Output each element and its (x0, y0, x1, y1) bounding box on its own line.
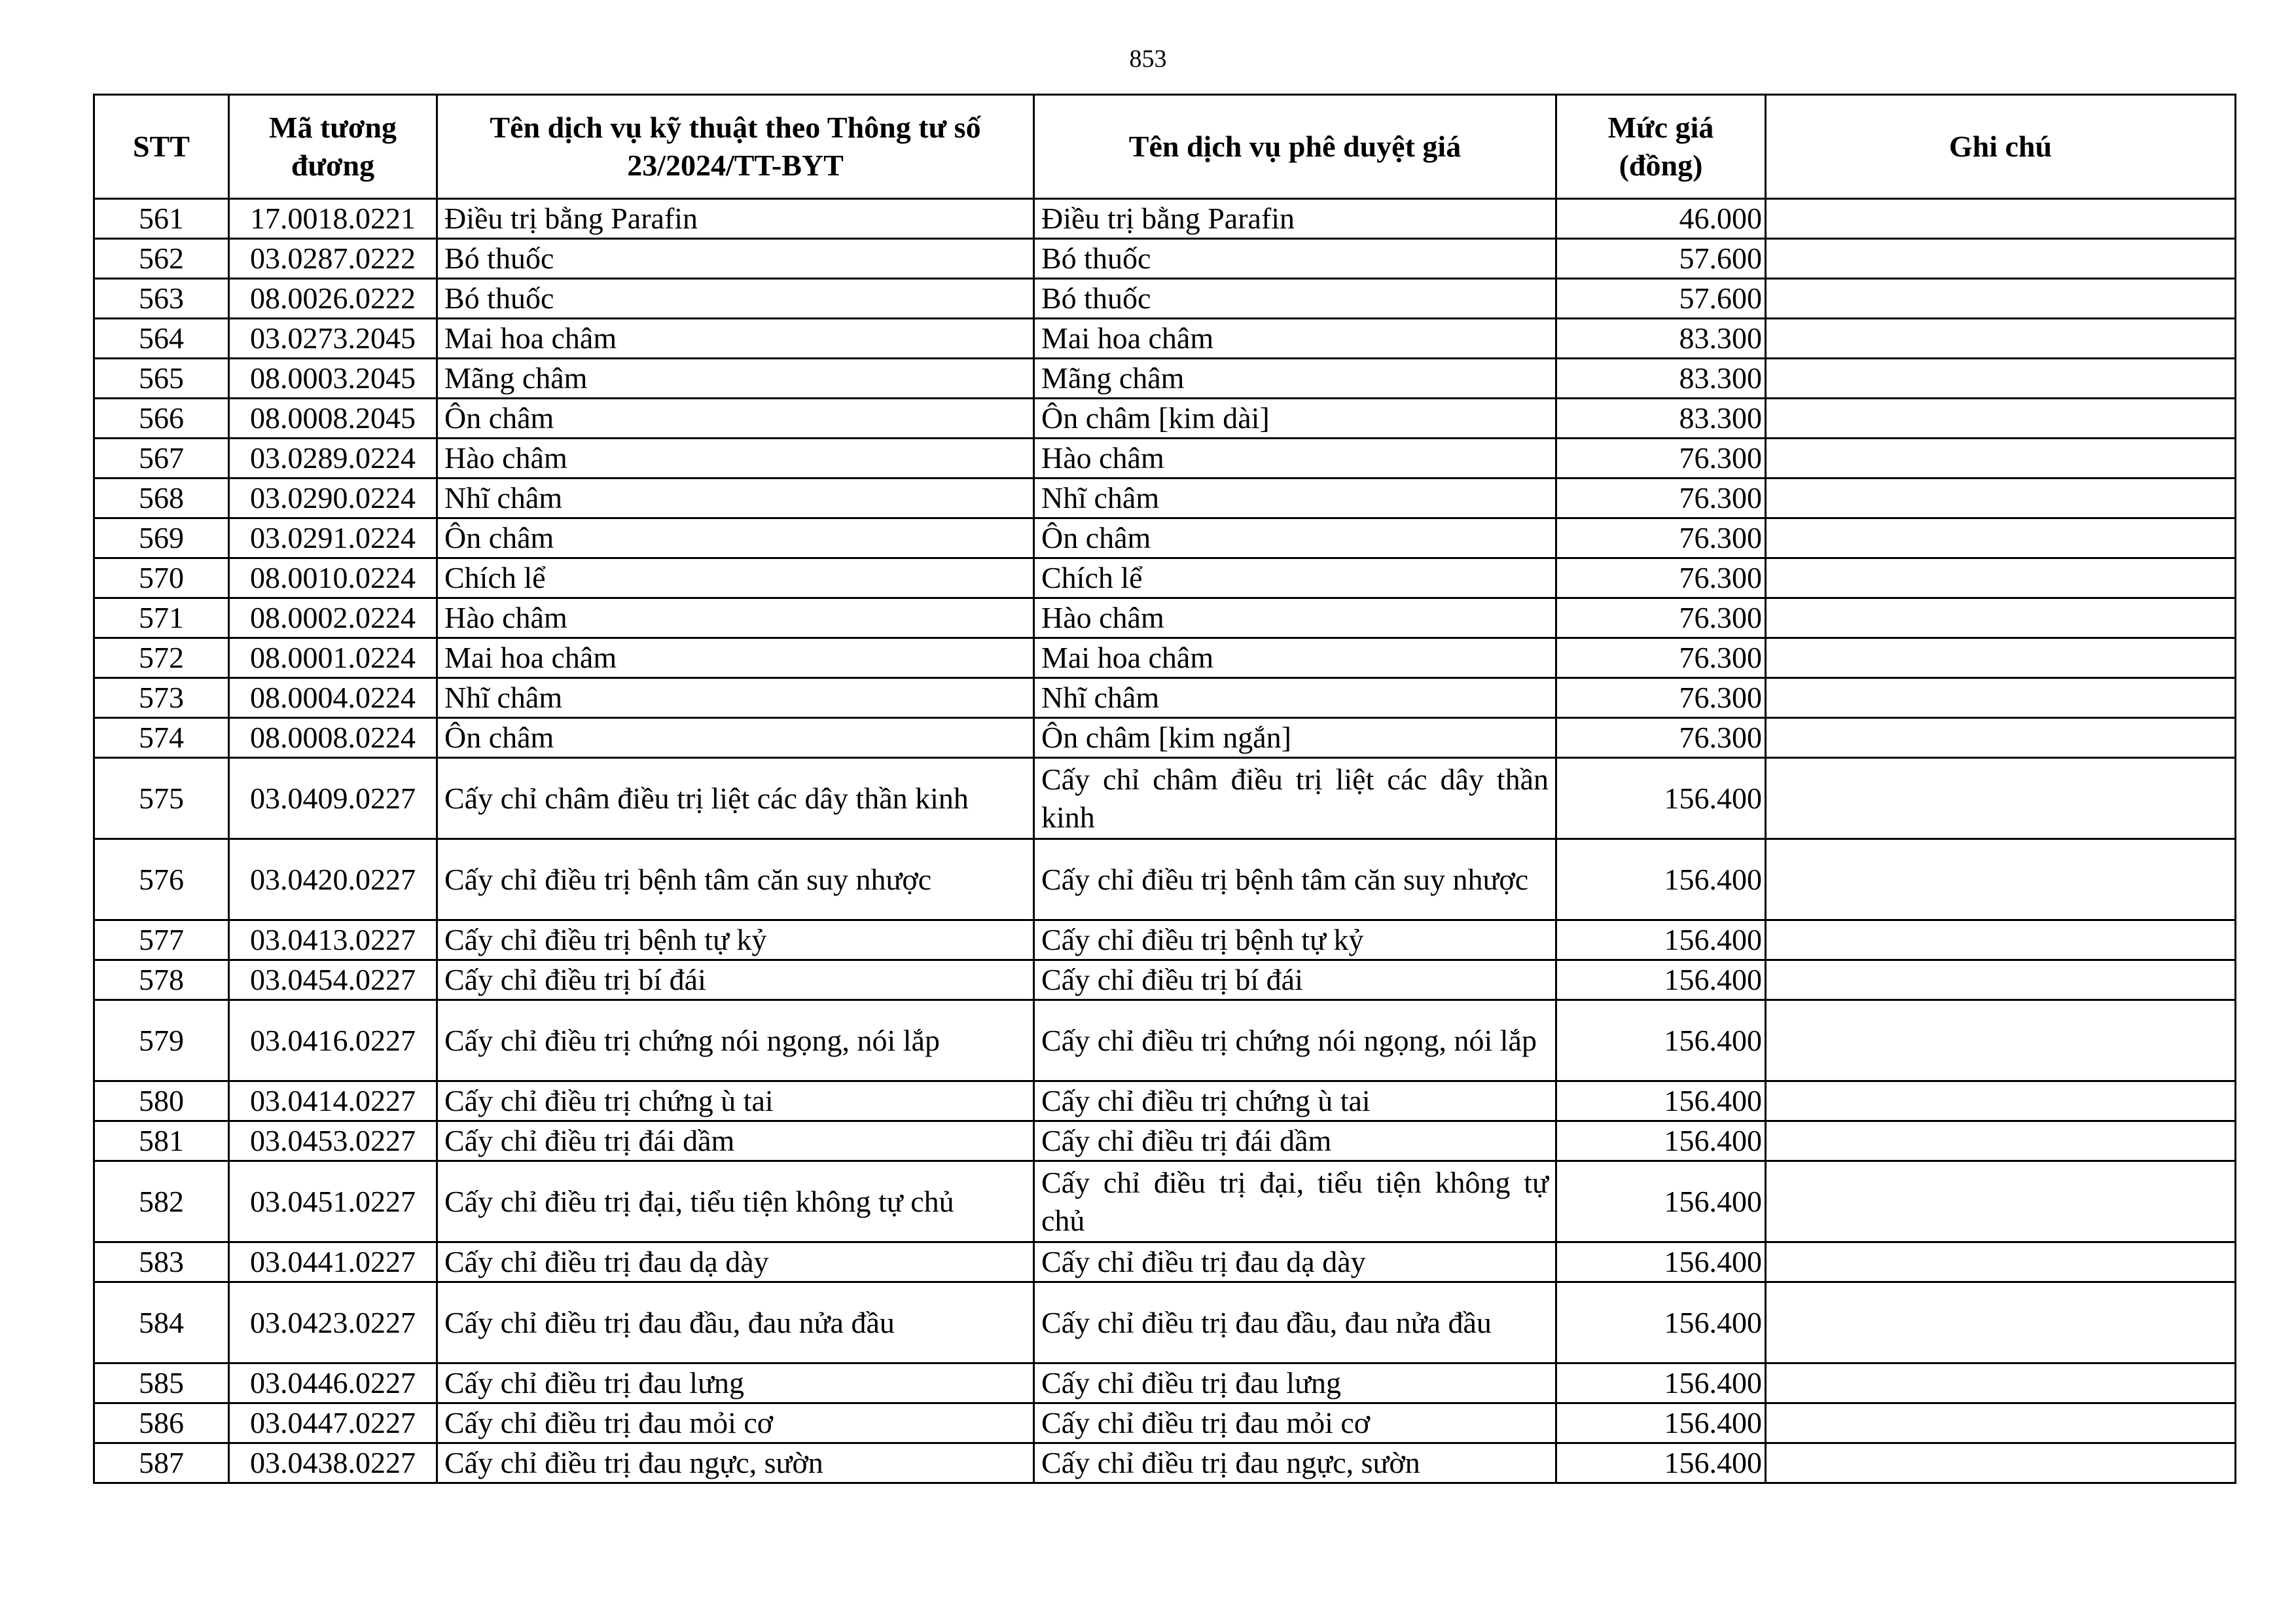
cell-price: 76.300 (1556, 439, 1766, 478)
header-approved-name: Tên dịch vụ phê duyệt giá (1034, 95, 1556, 199)
cell-stt: 564 (94, 319, 229, 359)
cell-stt: 563 (94, 279, 229, 319)
table-row (94, 598, 2236, 638)
cell-approved-name: Cấy chỉ điều trị đau đầu, đau nửa đầu (1034, 1282, 1556, 1363)
cell-name: Cấy chỉ điều trị đái dầm (437, 1121, 1034, 1161)
cell-stt: 574 (94, 718, 229, 758)
cell-code: 03.0291.0224 (229, 518, 437, 558)
cell-note (1766, 558, 2236, 598)
cell-code: 08.0026.0222 (229, 279, 437, 319)
cell-stt: 586 (94, 1403, 229, 1443)
cell-price: 76.300 (1556, 718, 1766, 758)
cell-approved-name: Bó thuốc (1034, 279, 1556, 319)
cell-name: Cấy chỉ điều trị đau ngực, sườn (437, 1443, 1034, 1483)
cell-stt: 566 (94, 399, 229, 439)
cell-name: Cấy chỉ điều trị chứng nói ngọng, nói lắp (437, 1000, 1034, 1081)
cell-code: 03.0438.0227 (229, 1443, 437, 1483)
header-price: Mức giá (đồng) (1556, 95, 1766, 199)
cell-note (1766, 1000, 2236, 1081)
cell-code: 03.0453.0227 (229, 1121, 437, 1161)
header-name: Tên dịch vụ kỹ thuật theo Thông tư số 23/2024/TT-BYT (437, 95, 1034, 199)
cell-stt: 561 (94, 199, 229, 239)
cell-approved-name: Cấy chỉ điều trị chứng nói ngọng, nói lắp (1034, 1000, 1556, 1081)
table-row (94, 239, 2236, 279)
table-row (94, 638, 2236, 678)
cell-code: 08.0003.2045 (229, 359, 437, 399)
table-row (94, 399, 2236, 439)
cell-stt: 580 (94, 1081, 229, 1121)
cell-note (1766, 678, 2236, 718)
cell-code: 03.0414.0227 (229, 1081, 437, 1121)
cell-price: 83.300 (1556, 359, 1766, 399)
cell-price: 83.300 (1556, 399, 1766, 439)
table-row (94, 1282, 2236, 1363)
cell-price: 76.300 (1556, 638, 1766, 678)
cell-note (1766, 518, 2236, 558)
cell-approved-name: Cấy chỉ điều trị chứng ù tai (1034, 1081, 1556, 1121)
cell-stt: 576 (94, 839, 229, 920)
cell-approved-name: Điều trị bằng Parafin (1034, 199, 1556, 239)
cell-name: Cấy chỉ điều trị chứng ù tai (437, 1081, 1034, 1121)
table-row (94, 718, 2236, 758)
cell-name: Cấy chỉ điều trị đại, tiểu tiện không tự chủ (437, 1161, 1034, 1242)
cell-price: 156.400 (1556, 1443, 1766, 1483)
cell-stt: 571 (94, 598, 229, 638)
table-row (94, 319, 2236, 359)
cell-price: 76.300 (1556, 558, 1766, 598)
cell-note (1766, 319, 2236, 359)
cell-note (1766, 638, 2236, 678)
cell-code: 08.0008.2045 (229, 399, 437, 439)
header-stt: STT (94, 95, 229, 199)
cell-price: 156.400 (1556, 1081, 1766, 1121)
table-header (94, 95, 2236, 199)
cell-name: Bó thuốc (437, 279, 1034, 319)
cell-name: Cấy chỉ điều trị bí đái (437, 960, 1034, 1000)
table-row (94, 960, 2236, 1000)
cell-code: 03.0441.0227 (229, 1242, 437, 1282)
cell-code: 03.0273.2045 (229, 319, 437, 359)
table-row (94, 839, 2236, 920)
cell-price: 76.300 (1556, 598, 1766, 638)
cell-price: 76.300 (1556, 678, 1766, 718)
cell-approved-name: Chích lể (1034, 558, 1556, 598)
cell-stt: 570 (94, 558, 229, 598)
cell-name: Chích lể (437, 558, 1034, 598)
cell-stt: 582 (94, 1161, 229, 1242)
cell-price: 156.400 (1556, 1000, 1766, 1081)
cell-name: Ôn châm (437, 399, 1034, 439)
table-body (94, 199, 2236, 1483)
cell-price: 156.400 (1556, 1403, 1766, 1443)
cell-price: 83.300 (1556, 319, 1766, 359)
cell-code: 03.0446.0227 (229, 1363, 437, 1403)
table-row (94, 1363, 2236, 1403)
cell-stt: 578 (94, 960, 229, 1000)
cell-name: Hào châm (437, 598, 1034, 638)
cell-note (1766, 1443, 2236, 1483)
cell-note (1766, 1363, 2236, 1403)
cell-price: 57.600 (1556, 239, 1766, 279)
cell-stt: 568 (94, 478, 229, 518)
cell-note (1766, 199, 2236, 239)
cell-approved-name: Cấy chỉ điều trị đau dạ dày (1034, 1242, 1556, 1282)
table-row (94, 1000, 2236, 1081)
header-row (94, 95, 2236, 199)
cell-approved-name: Ôn châm [kim ngắn] (1034, 718, 1556, 758)
cell-stt: 585 (94, 1363, 229, 1403)
cell-note (1766, 1403, 2236, 1443)
header-code: Mã tương đương (229, 95, 437, 199)
cell-note (1766, 1282, 2236, 1363)
cell-approved-name: Ôn châm (1034, 518, 1556, 558)
cell-price: 76.300 (1556, 478, 1766, 518)
table-row (94, 1443, 2236, 1483)
header-note: Ghi chú (1766, 95, 2236, 199)
table-row (94, 439, 2236, 478)
cell-code: 08.0002.0224 (229, 598, 437, 638)
cell-code: 03.0423.0227 (229, 1282, 437, 1363)
cell-code: 03.0420.0227 (229, 839, 437, 920)
cell-name: Bó thuốc (437, 239, 1034, 279)
cell-stt: 584 (94, 1282, 229, 1363)
table-row (94, 920, 2236, 960)
cell-stt: 575 (94, 758, 229, 839)
table-row (94, 1242, 2236, 1282)
cell-approved-name: Mai hoa châm (1034, 319, 1556, 359)
cell-name: Mai hoa châm (437, 319, 1034, 359)
cell-approved-name: Ôn châm [kim dài] (1034, 399, 1556, 439)
cell-code: 08.0010.0224 (229, 558, 437, 598)
cell-note (1766, 478, 2236, 518)
cell-name: Cấy chỉ châm điều trị liệt các dây thần kinh (437, 758, 1034, 839)
cell-price: 57.600 (1556, 279, 1766, 319)
cell-note (1766, 439, 2236, 478)
cell-code: 08.0001.0224 (229, 638, 437, 678)
cell-approved-name: Bó thuốc (1034, 239, 1556, 279)
cell-name: Cấy chỉ điều trị bệnh tâm căn suy nhược (437, 839, 1034, 920)
cell-approved-name: Nhĩ châm (1034, 478, 1556, 518)
cell-note (1766, 839, 2236, 920)
cell-stt: 583 (94, 1242, 229, 1282)
table-row (94, 1121, 2236, 1161)
cell-price: 156.400 (1556, 1121, 1766, 1161)
cell-name: Cấy chỉ điều trị đau mỏi cơ (437, 1403, 1034, 1443)
cell-code: 03.0287.0222 (229, 239, 437, 279)
cell-note (1766, 598, 2236, 638)
cell-approved-name: Mãng châm (1034, 359, 1556, 399)
cell-note (1766, 960, 2236, 1000)
cell-name: Cấy chỉ điều trị bệnh tự kỷ (437, 920, 1034, 960)
cell-name: Mai hoa châm (437, 638, 1034, 678)
cell-code: 03.0451.0227 (229, 1161, 437, 1242)
price-table (93, 94, 2236, 1484)
cell-code: 03.0454.0227 (229, 960, 437, 1000)
cell-stt: 565 (94, 359, 229, 399)
table-row (94, 1403, 2236, 1443)
table-row (94, 518, 2236, 558)
cell-stt: 573 (94, 678, 229, 718)
cell-stt: 577 (94, 920, 229, 960)
cell-code: 03.0290.0224 (229, 478, 437, 518)
cell-code: 03.0416.0227 (229, 1000, 437, 1081)
cell-name: Nhĩ châm (437, 678, 1034, 718)
cell-code: 08.0004.0224 (229, 678, 437, 718)
cell-note (1766, 359, 2236, 399)
cell-code: 03.0413.0227 (229, 920, 437, 960)
table-row (94, 279, 2236, 319)
cell-name: Cấy chỉ điều trị đau dạ dày (437, 1242, 1034, 1282)
cell-note (1766, 1161, 2236, 1242)
cell-approved-name: Cấy chỉ điều trị đái dầm (1034, 1121, 1556, 1161)
cell-price: 156.400 (1556, 839, 1766, 920)
cell-price: 76.300 (1556, 518, 1766, 558)
table-row (94, 758, 2236, 839)
cell-price: 156.400 (1556, 960, 1766, 1000)
cell-price: 156.400 (1556, 1161, 1766, 1242)
table-row (94, 199, 2236, 239)
cell-stt: 579 (94, 1000, 229, 1081)
cell-code: 08.0008.0224 (229, 718, 437, 758)
cell-note (1766, 1242, 2236, 1282)
table-row (94, 1161, 2236, 1242)
cell-approved-name: Cấy chỉ điều trị đau mỏi cơ (1034, 1403, 1556, 1443)
cell-name: Hào châm (437, 439, 1034, 478)
cell-name: Mãng châm (437, 359, 1034, 399)
cell-approved-name: Mai hoa châm (1034, 638, 1556, 678)
cell-approved-name: Nhĩ châm (1034, 678, 1556, 718)
cell-note (1766, 718, 2236, 758)
cell-price: 156.400 (1556, 1363, 1766, 1403)
cell-approved-name: Cấy chỉ châm điều trị liệt các dây thần kinh (1034, 758, 1556, 839)
cell-code: 17.0018.0221 (229, 199, 437, 239)
cell-name: Ôn châm (437, 718, 1034, 758)
cell-price: 156.400 (1556, 1242, 1766, 1282)
cell-note (1766, 1081, 2236, 1121)
cell-price: 156.400 (1556, 758, 1766, 839)
cell-stt: 569 (94, 518, 229, 558)
cell-approved-name: Cấy chỉ điều trị đau ngực, sườn (1034, 1443, 1556, 1483)
table-row (94, 478, 2236, 518)
cell-stt: 572 (94, 638, 229, 678)
table-row (94, 558, 2236, 598)
page-number: 853 (1129, 45, 1167, 73)
cell-stt: 567 (94, 439, 229, 478)
cell-approved-name: Cấy chỉ điều trị bệnh tự kỷ (1034, 920, 1556, 960)
cell-approved-name: Cấy chỉ điều trị đại, tiểu tiện không tự chủ (1034, 1161, 1556, 1242)
cell-approved-name: Hào châm (1034, 439, 1556, 478)
cell-stt: 581 (94, 1121, 229, 1161)
cell-price: 156.400 (1556, 920, 1766, 960)
cell-note (1766, 758, 2236, 839)
cell-price: 156.400 (1556, 1282, 1766, 1363)
cell-approved-name: Hào châm (1034, 598, 1556, 638)
table-row (94, 678, 2236, 718)
cell-stt: 587 (94, 1443, 229, 1483)
cell-name: Nhĩ châm (437, 478, 1034, 518)
cell-approved-name: Cấy chỉ điều trị đau lưng (1034, 1363, 1556, 1403)
table-row (94, 359, 2236, 399)
cell-note (1766, 279, 2236, 319)
cell-name: Ôn châm (437, 518, 1034, 558)
cell-code: 03.0409.0227 (229, 758, 437, 839)
cell-note (1766, 920, 2236, 960)
table-row (94, 1081, 2236, 1121)
cell-name: Cấy chỉ điều trị đau lưng (437, 1363, 1034, 1403)
cell-note (1766, 239, 2236, 279)
cell-approved-name: Cấy chỉ điều trị bí đái (1034, 960, 1556, 1000)
cell-approved-name: Cấy chỉ điều trị bệnh tâm căn suy nhược (1034, 839, 1556, 920)
cell-price: 46.000 (1556, 199, 1766, 239)
cell-code: 03.0289.0224 (229, 439, 437, 478)
cell-note (1766, 1121, 2236, 1161)
cell-name: Cấy chỉ điều trị đau đầu, đau nửa đầu (437, 1282, 1034, 1363)
cell-note (1766, 399, 2236, 439)
cell-stt: 562 (94, 239, 229, 279)
cell-code: 03.0447.0227 (229, 1403, 437, 1443)
cell-name: Điều trị bằng Parafin (437, 199, 1034, 239)
